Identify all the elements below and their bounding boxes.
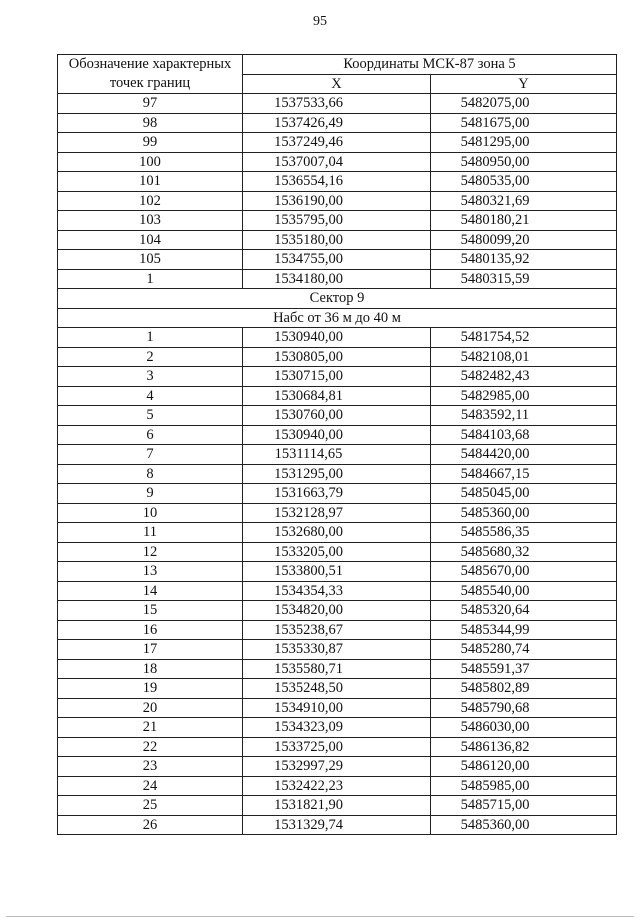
y-coordinate-cell [431,484,617,504]
table-row [58,776,617,796]
point-id-cell: 3 [58,367,243,387]
x-coordinate-cell [243,133,431,153]
x-coordinate-cell [243,620,431,640]
point-id-cell: 98 [58,113,243,133]
point-id-cell: 104 [58,230,243,250]
table-row [58,698,617,718]
table-row [58,152,617,172]
x-coordinate-cell [243,386,431,406]
y-coordinate-value: 5486120,00 [460,758,530,774]
table-row [58,406,617,426]
x-coordinate-cell [243,737,431,757]
x-coordinate-cell [243,562,431,582]
point-id-cell: 25 [58,796,243,816]
x-coordinate-cell [243,367,431,387]
x-coordinate-value: 1530684,81 [274,387,343,404]
x-coordinate-cell [243,484,431,504]
y-coordinate-cell [431,113,617,133]
y-coordinate-value: 5485344,99 [460,621,530,638]
y-coordinate-cell [431,367,617,387]
table-row [58,503,617,523]
x-coordinate-value: 1536190,00 [274,192,343,209]
table-row [58,367,617,387]
y-coordinate-cell [431,718,617,738]
y-coordinate-cell [431,776,617,796]
y-coordinate-cell [431,133,617,153]
height-range: Набс от 36 м до 40 м [58,308,617,328]
y-coordinate-value: 5480099,20 [460,231,530,248]
y-coordinate-value: 5485591,37 [460,660,530,677]
x-coordinate-cell [243,250,431,270]
sector-title: Сектор 9 [58,289,617,309]
x-coordinate-value: 1535795,00 [274,212,343,228]
y-coordinate-value: 5486136,82 [460,738,530,755]
table-row [58,659,617,679]
x-coordinate-cell [243,113,431,133]
header-point-line1: Обозначение характерных [68,56,232,72]
point-id-cell: 5 [58,406,243,426]
x-coordinate-value: 1534354,33 [274,582,343,599]
point-id-cell: 97 [58,94,243,114]
x-coordinate-cell [243,172,431,192]
x-coordinate-value: 1534755,00 [274,251,343,267]
x-coordinate-value: 1537007,04 [274,153,343,170]
x-coordinate-cell [243,191,431,211]
y-coordinate-value: 5485320,64 [460,602,530,618]
table-row [58,679,617,699]
x-coordinate-cell [243,698,431,718]
point-id-cell: 7 [58,445,243,465]
point-id-cell: 1 [58,269,243,289]
table-row [58,133,617,153]
point-id-cell: 19 [58,679,243,699]
table-row [58,815,617,835]
x-coordinate-value: 1537533,66 [274,95,343,111]
x-coordinate-cell [243,601,431,621]
point-id-cell: 24 [58,776,243,796]
x-coordinate-value: 1535580,71 [274,660,343,677]
x-coordinate-value: 1530940,00 [274,426,343,443]
table-row [58,562,617,582]
y-coordinate-cell [431,172,617,192]
x-coordinate-value: 1533725,00 [274,738,343,755]
y-coordinate-value: 5481675,00 [460,114,530,131]
y-coordinate-cell [431,503,617,523]
y-coordinate-value: 5485586,35 [460,524,530,540]
table-row [58,737,617,757]
x-coordinate-value: 1530760,00 [274,407,343,423]
y-coordinate-value: 5480180,21 [460,212,530,228]
y-coordinate-cell [431,640,617,660]
y-coordinate-value: 5480950,00 [460,153,530,170]
x-coordinate-value: 1531295,00 [274,465,343,482]
point-id-cell: 99 [58,133,243,153]
table-row [58,620,617,640]
y-coordinate-value: 5483592,11 [460,407,530,423]
y-coordinate-cell [431,757,617,777]
y-coordinate-value: 5485360,00 [460,504,530,521]
x-coordinate-value: 1531114,65 [274,446,343,462]
x-coordinate-cell [243,445,431,465]
table-row [58,523,617,543]
point-id-cell: 21 [58,718,243,738]
y-coordinate-value: 5485985,00 [460,777,530,794]
y-coordinate-cell [431,679,617,699]
y-coordinate-value: 5485715,00 [460,797,530,813]
table-row [58,94,617,114]
x-coordinate-cell [243,757,431,777]
point-id-cell: 101 [58,172,243,192]
x-coordinate-cell [243,718,431,738]
point-id-cell: 16 [58,620,243,640]
y-coordinate-cell [431,328,617,348]
x-coordinate-cell [243,542,431,562]
x-coordinate-value: 1532128,97 [274,504,343,521]
y-coordinate-value: 5486030,00 [460,719,530,735]
coordinates-table [57,54,617,835]
y-coordinate-cell [431,562,617,582]
y-coordinate-cell [431,425,617,445]
point-id-cell: 15 [58,601,243,621]
y-coordinate-value: 5482482,43 [460,368,530,384]
point-id-cell: 103 [58,211,243,231]
point-id-cell: 12 [58,542,243,562]
x-coordinate-cell [243,406,431,426]
point-id-cell: 18 [58,659,243,679]
y-coordinate-value: 5481295,00 [460,134,530,150]
x-coordinate-value: 1533205,00 [274,543,343,560]
x-coordinate-value: 1532422,23 [274,777,343,794]
x-coordinate-value: 1532997,29 [274,758,343,774]
x-coordinate-cell [243,464,431,484]
x-coordinate-cell [243,347,431,367]
y-coordinate-value: 5482985,00 [460,387,530,404]
point-id-cell: 6 [58,425,243,445]
y-coordinate-cell [431,94,617,114]
y-coordinate-value: 5485790,68 [460,699,530,716]
x-coordinate-cell [243,230,431,250]
y-coordinate-cell [431,601,617,621]
y-coordinate-value: 5485670,00 [460,563,530,579]
table-row [58,347,617,367]
table-row [58,269,617,289]
page-number: 95 [313,14,327,29]
table-row [58,484,617,504]
point-id-cell: 20 [58,698,243,718]
table-row [58,581,617,601]
x-coordinate-value: 1531663,79 [274,485,343,501]
x-coordinate-value: 1537249,46 [274,134,343,150]
y-coordinate-cell [431,815,617,835]
point-id-cell: 13 [58,562,243,582]
x-coordinate-cell [243,211,431,231]
y-coordinate-cell [431,542,617,562]
sector-title-row [58,289,617,309]
y-coordinate-value: 5482108,01 [460,348,530,365]
y-coordinate-cell [431,737,617,757]
y-coordinate-value: 5485045,00 [460,485,530,501]
point-id-cell: 102 [58,191,243,211]
table-row [58,757,617,777]
table-row [58,464,617,484]
x-coordinate-value: 1532680,00 [274,524,343,540]
point-id-cell: 10 [58,503,243,523]
y-coordinate-cell [431,620,617,640]
point-id-cell: 8 [58,464,243,484]
y-coordinate-cell [431,386,617,406]
x-coordinate-value: 1534323,09 [274,719,343,735]
x-coordinate-value: 1535238,67 [274,621,343,638]
y-coordinate-cell [431,152,617,172]
x-coordinate-value: 1536554,16 [274,173,343,189]
y-coordinate-cell [431,659,617,679]
sector-section [58,289,617,328]
x-coordinate-cell [243,503,431,523]
y-coordinate-cell [431,250,617,270]
y-coordinate-value: 5485280,74 [460,641,530,657]
table-row [58,601,617,621]
header-row-1 [58,55,617,75]
x-coordinate-cell [243,679,431,699]
x-coordinate-cell [243,776,431,796]
x-coordinate-cell [243,796,431,816]
y-coordinate-value: 5485360,00 [460,816,530,833]
x-coordinate-value: 1530805,00 [274,348,343,365]
y-coordinate-cell [431,445,617,465]
x-coordinate-value: 1531821,90 [274,797,343,813]
x-coordinate-cell [243,815,431,835]
x-coordinate-cell [243,94,431,114]
y-coordinate-cell [431,347,617,367]
y-coordinate-value: 5485540,00 [460,582,530,599]
header-x-cell: X [243,74,431,94]
table-row [58,113,617,133]
x-coordinate-value: 1535180,00 [274,231,343,248]
x-coordinate-cell [243,659,431,679]
x-coordinate-cell [243,269,431,289]
y-coordinate-value: 5484103,68 [460,426,530,443]
point-id-cell: 23 [58,757,243,777]
y-coordinate-cell [431,464,617,484]
y-coordinate-value: 5484420,00 [460,446,530,462]
y-coordinate-value: 5480135,92 [460,251,530,267]
y-coordinate-cell [431,211,617,231]
rows-part2 [58,328,617,835]
header-y-cell: Y [431,74,617,94]
x-coordinate-value: 1531329,74 [274,816,343,833]
x-coordinate-value: 1530940,00 [274,329,343,345]
table-row [58,211,617,231]
y-coordinate-value: 5480321,69 [460,192,530,209]
table-row [58,250,617,270]
table-row [58,172,617,192]
y-coordinate-value: 5480315,59 [460,270,530,287]
point-id-cell: 14 [58,581,243,601]
point-id-cell: 1 [58,328,243,348]
x-coordinate-value: 1533800,51 [274,563,343,579]
y-coordinate-cell [431,523,617,543]
y-coordinate-value: 5484667,15 [460,465,530,482]
point-id-cell: 26 [58,815,243,835]
y-coordinate-value: 5485680,32 [460,543,530,560]
point-id-cell: 105 [58,250,243,270]
point-id-cell: 9 [58,484,243,504]
table-row [58,718,617,738]
x-coordinate-cell [243,425,431,445]
x-coordinate-value: 1537426,49 [274,114,343,131]
x-coordinate-cell [243,581,431,601]
x-coordinate-value: 1535248,50 [274,680,343,696]
y-coordinate-cell [431,406,617,426]
table-header [58,55,617,94]
header-coords-cell: Координаты МСК-87 зона 5 [243,55,617,75]
y-coordinate-cell [431,191,617,211]
y-coordinate-cell [431,796,617,816]
y-coordinate-cell [431,581,617,601]
table-row [58,328,617,348]
point-id-cell: 11 [58,523,243,543]
y-coordinate-cell [431,230,617,250]
point-id-cell: 2 [58,347,243,367]
table-row [58,425,617,445]
table-row [58,191,617,211]
rows-part1 [58,94,617,289]
table-row [58,542,617,562]
x-coordinate-cell [243,152,431,172]
point-id-cell: 17 [58,640,243,660]
x-coordinate-value: 1534180,00 [274,270,343,287]
point-id-cell: 22 [58,737,243,757]
table-row [58,386,617,406]
table-row [58,230,617,250]
height-range-row [58,308,617,328]
y-coordinate-value: 5482075,00 [460,95,530,111]
table-row [58,796,617,816]
x-coordinate-value: 1534910,00 [274,699,343,716]
header-point-line2: точек границ [109,75,191,91]
point-id-cell: 4 [58,386,243,406]
table-row [58,640,617,660]
y-coordinate-cell [431,698,617,718]
y-coordinate-value: 5480535,00 [460,173,530,189]
point-id-cell: 100 [58,152,243,172]
x-coordinate-cell [243,640,431,660]
y-coordinate-cell [431,269,617,289]
x-coordinate-cell [243,328,431,348]
x-coordinate-cell [243,523,431,543]
x-coordinate-value: 1534820,00 [274,602,343,618]
x-coordinate-value: 1535330,87 [274,641,343,657]
table-row [58,445,617,465]
x-coordinate-value: 1530715,00 [274,368,343,384]
y-coordinate-value: 5485802,89 [460,680,530,696]
header-point-cell [58,55,243,94]
y-coordinate-value: 5481754,52 [460,329,530,345]
scan-bottom-edge [6,916,634,917]
